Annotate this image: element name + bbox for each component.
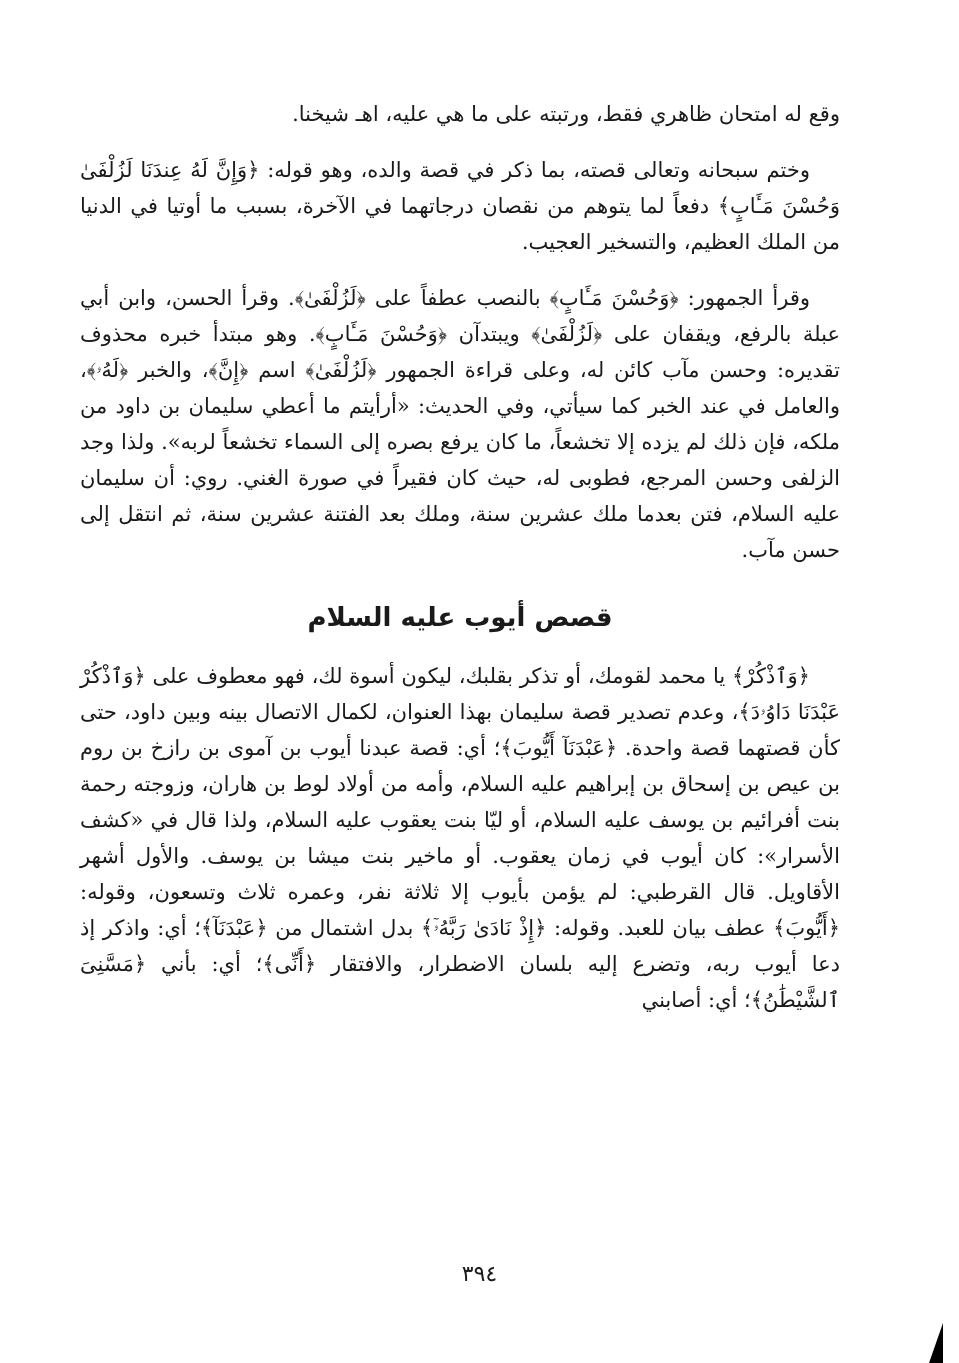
- paragraph-3: وقرأ الجمهور: ﴿وَحُسْنَ مَـَٔابٍ﴾ بالنصب عطفاً على ﴿لَزُلْفَىٰ﴾. وقرأ الحسن، وابن أبي عبلة بالرفع، ويقفان على ﴿لَزُلْفَىٰ﴾ ويبتدآن ﴿وَحُسْنَ مَـَٔابٍ﴾. وهو مبتدأ خبره محذوف تقديره: وحسن مآب كائن له، وعلى قراءة الجمهور ﴿لَزُلْفَىٰ﴾ اسم ﴿إِنَّ﴾، والخبر ﴿لَهُۥ﴾، والعامل في عند الخبر كما سيأتي، وفي الحديث: «أرأيتم ما أعطي سليمان بن داود من ملكه، فإن ذلك لم يزده إلا تخشعاً، ما كان يرفع بصره إلى السماء تخشعاً لربه». ولذا وجد الزلفى وحسن المرجع، فطوبى له، حيث كان فقيراً في صورة الغني. روي: أن سليمان عليه السلام، فتن بعدما ملك عشرين سنة، وملك بعد الفتنة عشرين سنة، ثم انتقل إلى حسن مآب.: [80, 286, 840, 562]
- page-number: ٣٩٤: [461, 1262, 498, 1287]
- paragraph-4: ﴿وَٱذْكُرْ﴾ يا محمد لقومك، أو تذكر بقلبك، ليكون أسوة لك، فهو معطوف على ﴿وَٱذْكُرْ عَبْدَنَا دَاوُۥدَ﴾، وعدم تصدير قصة سليمان بهذا العنوان، لكمال الاتصال بينه وبين داود، حتى كأن قصتهما قصة واحدة. ﴿عَبْدَنَآ أَيُّوبَ﴾؛ أي: قصة عبدنا أيوب بن آموى بن رازخ بن روم بن عيص بن إسحاق بن إبراهيم عليه السلام، وأمه من أولاد لوط بن هاران، وزوجته رحمة بنت أفرائيم بن يوسف عليه السلام، أو ليّا بنت يعقوب عليه السلام، ولذا قال في «كشف الأسرار»: كان أيوب في زمان يعقوب. أو ماخير بنت ميشا بن يوسف. والأول أشهر الأقاويل. قال القرطبي: لم يؤمن بأيوب إلا ثلاثة نفر، وعمره ثلاث وتسعون، وقوله: ﴿أَيُّوبَ﴾ عطف بيان للعبد. وقوله: ﴿إِذْ نَادَىٰ رَبَّهُۥٓ﴾ بدل اشتمال من ﴿عَبْدَنَآ﴾؛ أي: واذكر إذ دعا أيوب ربه، وتضرع إليه بلسان الاضطرار، والافتقار ﴿أَنِّى﴾؛ أي: بأني ﴿مَسَّنِىَ ٱلشَّيْطَٰنُ﴾؛ أي: أصابني: [80, 664, 840, 1012]
- section-heading: قصص أيوب عليه السلام: [307, 603, 613, 633]
- page-body: [80, 96, 840, 1038]
- paragraph-2: وختم سبحانه وتعالى قصته، بما ذكر في قصة والده، وهو قوله: ﴿وَإِنَّ لَهُ عِندَنَا لَزُلْفَىٰ وَحُسْنَ مَـَٔابٍ﴾ دفعاً لما يتوهم من نقصان درجاتهما في الآخرة، بسبب ما أوتيا في الدنيا من الملك العظيم، والتسخير العجيب.: [80, 158, 840, 254]
- paragraph-1: وقع له امتحان ظاهري فقط، ورتبته على ما هي عليه، اهـ شيخنا.: [292, 102, 840, 126]
- corner-mark: [929, 1323, 943, 1363]
